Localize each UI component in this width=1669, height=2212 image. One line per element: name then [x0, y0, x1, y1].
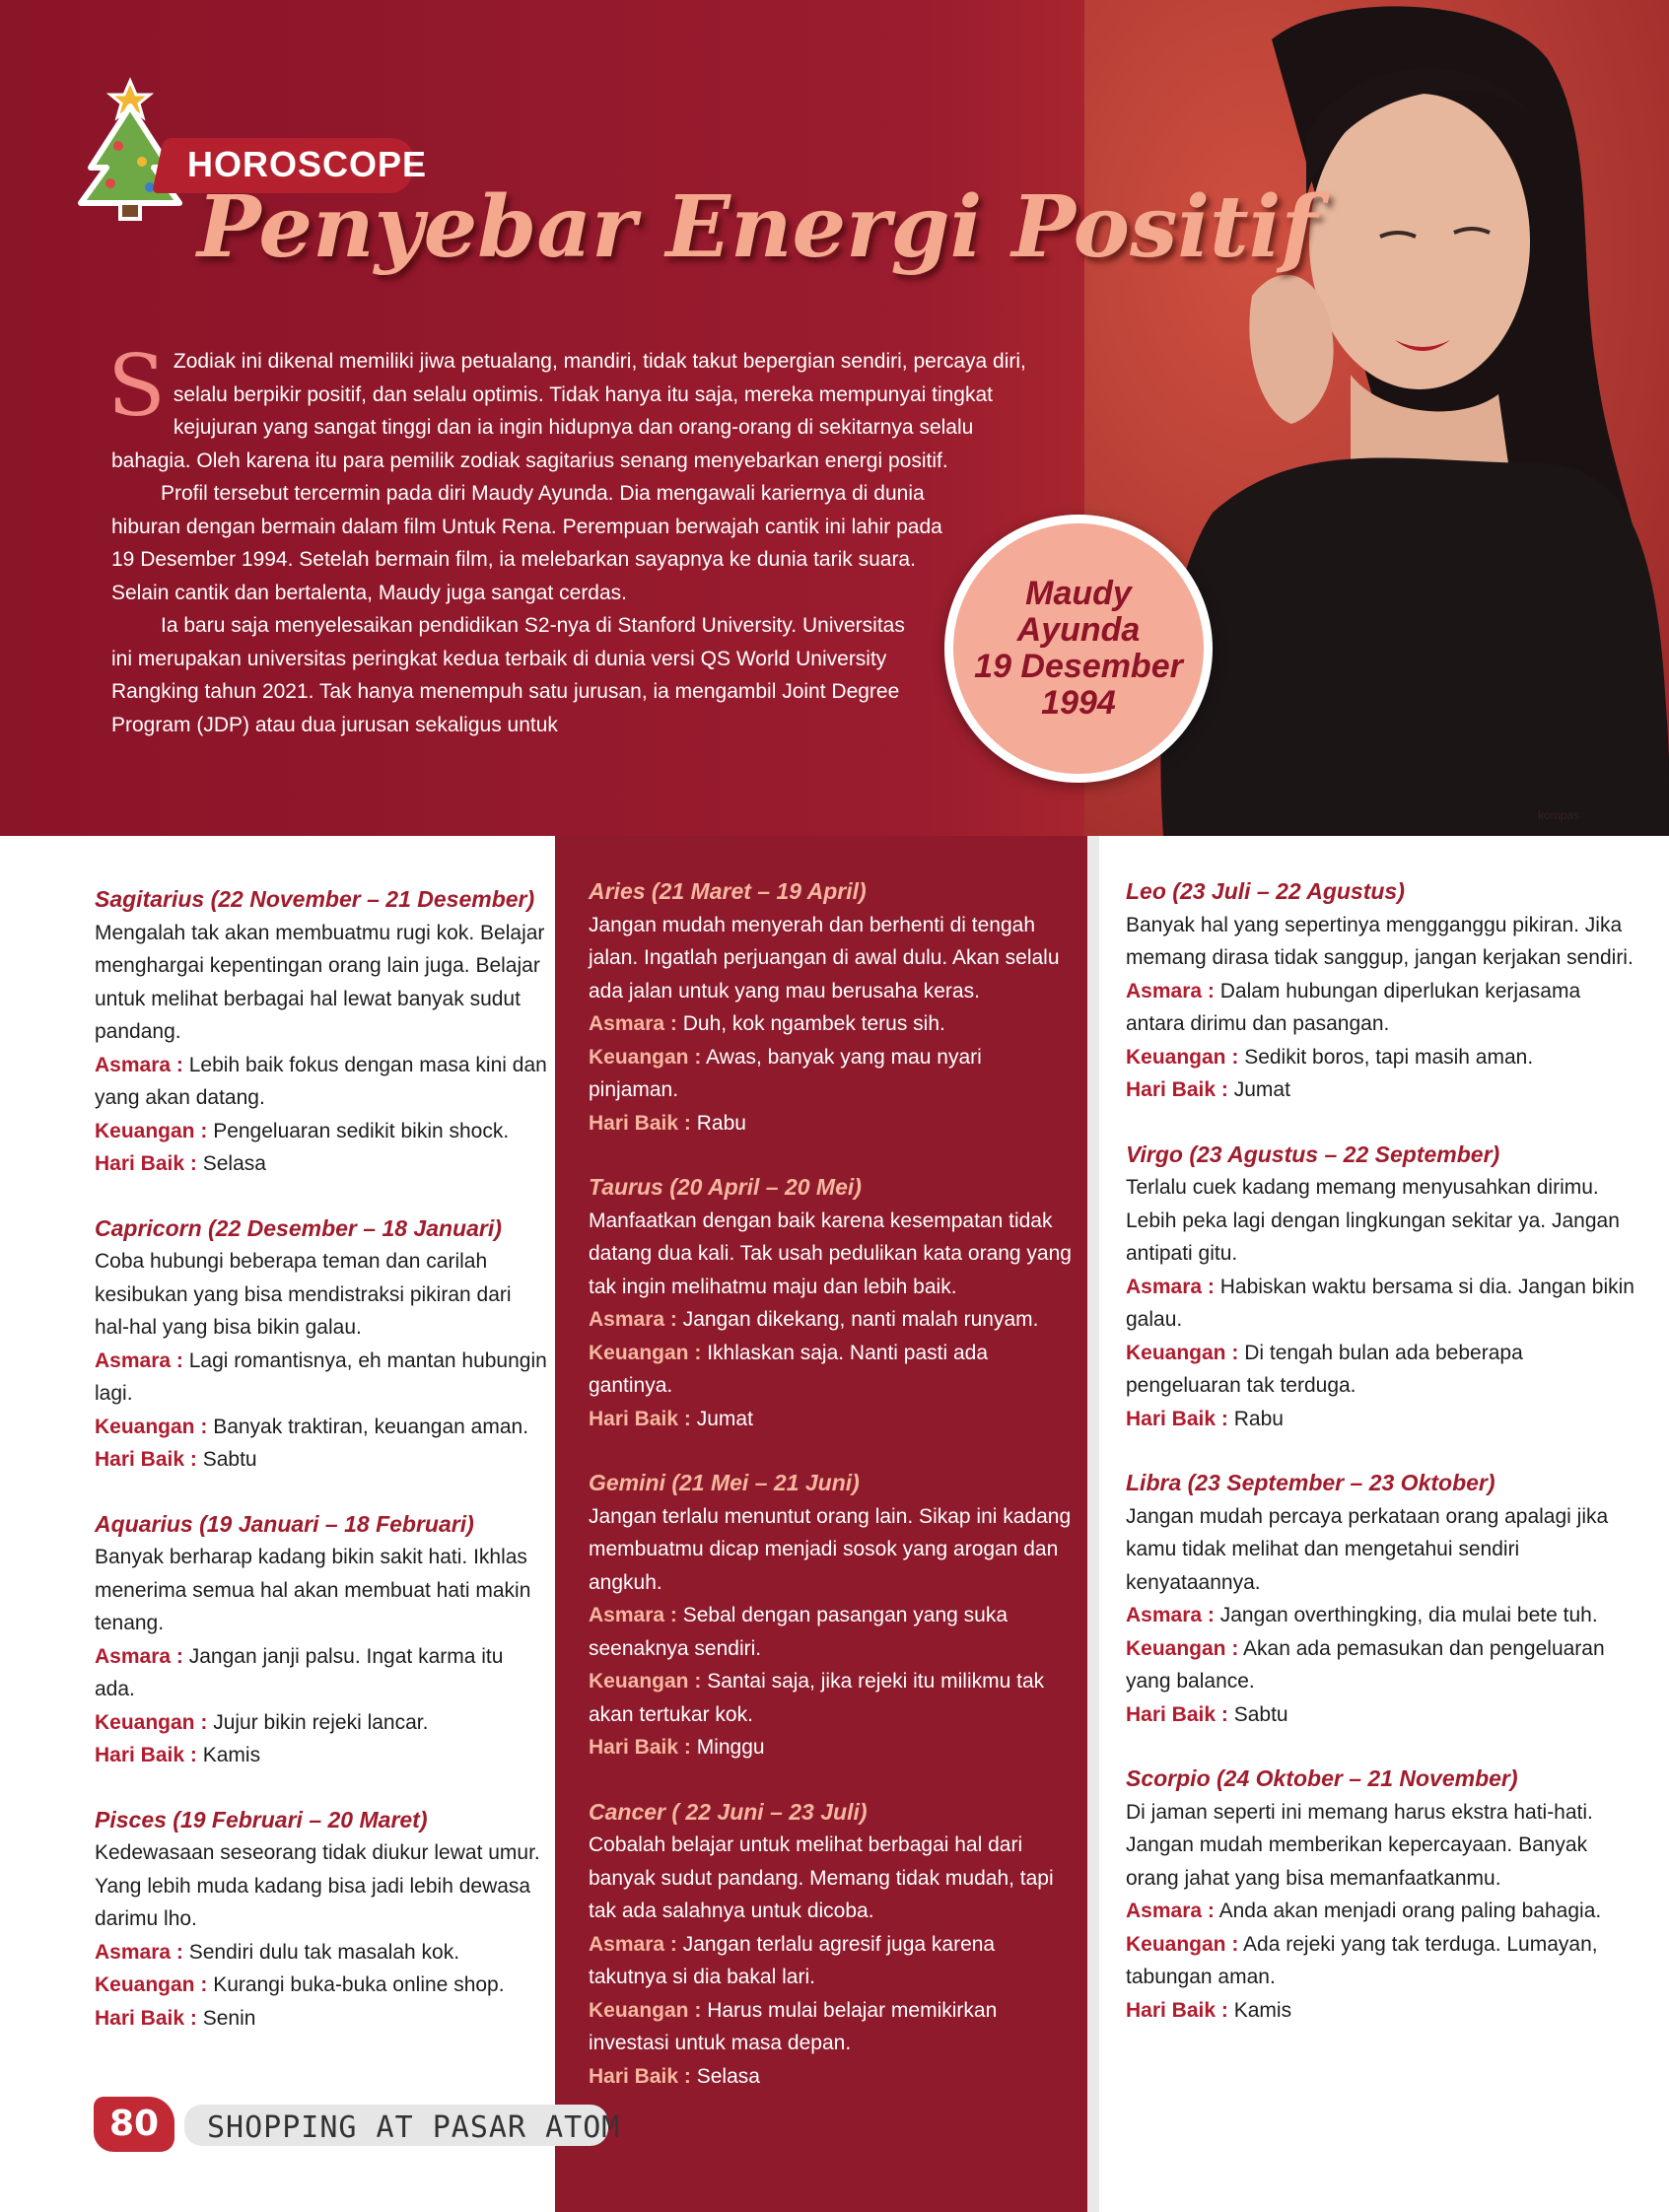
asmara-line: [1126, 1271, 1638, 1337]
asmara-label: Asmara :: [95, 1348, 183, 1372]
zodiac-title: Cancer ( 22 Juni – 23 Juli): [589, 1798, 868, 1825]
asmara-line: [589, 1928, 1072, 1994]
keuangan-text: Ada rejeki yang tak terduga. Lumayan, tabungan aman.: [1126, 1932, 1598, 1988]
keuangan-text: Sedikit boros, tapi masih aman.: [1244, 1045, 1534, 1069]
hari-baik-label: Hari Baik :: [95, 1448, 197, 1471]
asmara-text: Sendiri dulu tak masalah kok.: [188, 1940, 460, 1964]
keuangan-label: Keuangan :: [1126, 1932, 1239, 1956]
zodiac-description: Coba hubungi beberapa teman dan carilah kesibukan yang bisa mendistraksi pikiran dari hal-hal yang bisa bikin galau.: [95, 1250, 512, 1339]
horoscope-entry: [1126, 1467, 1638, 1731]
horoscope-entry: [95, 1508, 548, 1772]
badge-line-1: Maudy: [1025, 575, 1132, 612]
hari-baik-text: Selasa: [696, 2064, 760, 2088]
zodiac-description: Mengalah tak akan membuatmu rugi kok. Belajar menghargai kepentingan orang lain juga. Belajar untuk melihat berbagai hal lewat banyak sudut pandang.: [95, 921, 545, 1043]
zodiac-title: Pisces (19 Februari – 20 Maret): [95, 1806, 428, 1832]
hari-baik-line: [589, 1107, 1072, 1141]
asmara-line: [95, 1640, 548, 1706]
horoscope-entry: [95, 1212, 548, 1477]
keuangan-label: Keuangan :: [95, 1415, 208, 1438]
column-divider: [1087, 836, 1099, 2212]
badge-line-2: Ayunda: [1016, 611, 1141, 649]
asmara-line: [95, 1936, 548, 1970]
asmara-label: Asmara :: [589, 1604, 677, 1626]
hari-baik-label: Hari Baik :: [589, 1736, 691, 1759]
keuangan-line: [1126, 1041, 1638, 1074]
horoscope-entry: [1126, 1139, 1638, 1436]
zodiac-description: Banyak hal yang sepertinya mengganggu pikiran. Jika memang dirasa tidak sanggup, jangan kerjakan sendiri.: [1126, 913, 1634, 969]
asmara-text: Anda akan menjadi orang paling bahagia.: [1218, 1900, 1602, 1922]
hari-baik-line: [589, 1731, 1072, 1764]
asmara-label: Asmara :: [589, 1308, 677, 1331]
keuangan-line: [589, 1665, 1072, 1731]
horoscope-column-middle: [589, 875, 1072, 2124]
keuangan-label: Keuangan :: [589, 1045, 702, 1069]
keuangan-text: Pengeluaran sedikit bikin shock.: [213, 1119, 510, 1142]
horoscope-entry: [589, 1467, 1072, 1764]
keuangan-line: [95, 1411, 548, 1444]
zodiac-description: Jangan terlalu menuntut orang lain. Sikap ini kadang membuatmu dicap menjadi sosok yang arogan dan angkuh.: [589, 1504, 1072, 1594]
zodiac-description: Banyak berharap kadang bikin sakit hati. Ikhlas menerima semua hal akan membuat hati makin tenang.: [95, 1546, 531, 1634]
keuangan-line: [589, 1041, 1072, 1107]
intro-text: [107, 337, 1058, 741]
keuangan-text: Jujur bikin rejeki lancar.: [213, 1710, 429, 1734]
hari-baik-label: Hari Baik :: [95, 1152, 197, 1175]
asmara-text: Jangan dikekang, nanti malah runyam.: [682, 1308, 1039, 1331]
keuangan-line: [589, 1337, 1072, 1403]
asmara-text: Lebih baik fokus dengan masa kini dan yang akan datang.: [95, 1053, 547, 1109]
zodiac-title: Libra (23 September – 23 Oktober): [1126, 1470, 1495, 1495]
keuangan-label: Keuangan :: [589, 1341, 702, 1364]
page-number: 80: [94, 2097, 174, 2152]
asmara-line: [1126, 975, 1638, 1041]
zodiac-title: Sagitarius (22 November – 21 Desember): [95, 886, 535, 912]
keuangan-text: Santai saja, jika rejeki itu milikmu tak akan tertukar kok.: [589, 1670, 1045, 1726]
zodiac-description: Di jaman seperti ini memang harus ekstra hati-hati. Jangan mudah memberikan kepercayaan. Banyak orang jahat yang bisa memanfaatkanmu.: [1126, 1800, 1593, 1890]
hari-baik-text: Jumat: [1233, 1078, 1290, 1101]
asmara-label: Asmara :: [95, 1644, 183, 1668]
keuangan-line: [1126, 1337, 1638, 1403]
hari-baik-line: [589, 2060, 1072, 2094]
asmara-label: Asmara :: [1126, 1604, 1215, 1626]
asmara-label: Asmara :: [589, 1012, 677, 1035]
zodiac-description: Cobalah belajar untuk melihat berbagai hal dari banyak sudut pandang. Memang tidak mudah, tapi tak ada salahnya untuk dicoba.: [589, 1833, 1054, 1922]
hari-baik-label: Hari Baik :: [95, 1744, 197, 1766]
hari-baik-label: Hari Baik :: [589, 1407, 691, 1430]
intro-paragraph-1: Zodiak ini dikenal memiliki jiwa petualang, mandiri, tidak takut bepergian sendiri, percaya diri, selalu berpikir positif, dan selalu optimis. Tidak hanya itu saja, mereka mempunyai tingkat kejujuran yang sangat tinggi dan ia ingin hidupnya dan orang-orang di sekitarnya selalu bahagia. Oleh karena itu para pemilik zodiak sagitarius senang menyebarkan energi positif.: [111, 350, 1026, 472]
photo-credit: kompas: [1538, 808, 1580, 822]
hari-baik-label: Hari Baik :: [1126, 1998, 1228, 2022]
profile-badge: [944, 515, 1213, 783]
hari-baik-text: Rabu: [696, 1111, 746, 1135]
asmara-text: Sebal dengan pasangan yang suka seenaknya sendiri.: [589, 1604, 1008, 1660]
keuangan-label: Keuangan :: [95, 1973, 208, 1996]
zodiac-description: Manfaatkan dengan baik karena kesempatan tidak datang dua kali. Tak usah pedulikan kata orang yang tak ingin melihatmu maju dan lebih baik.: [589, 1209, 1072, 1298]
asmara-line: [95, 1049, 548, 1115]
horoscope-entry: [95, 1804, 548, 2036]
asmara-text: Dalam hubungan diperlukan kerjasama antara dirimu dan pasangan.: [1126, 979, 1581, 1035]
badge-line-3: 19 Desember: [974, 648, 1183, 685]
hari-baik-text: Sabtu: [202, 1448, 257, 1471]
keuangan-text: Banyak traktiran, keuangan aman.: [213, 1415, 529, 1438]
keuangan-line: [1126, 1928, 1638, 1994]
hari-baik-label: Hari Baik :: [589, 1111, 691, 1135]
drop-cap: S: [107, 337, 166, 436]
hari-baik-line: [1126, 1698, 1638, 1732]
keuangan-label: Keuangan :: [1126, 1341, 1239, 1364]
keuangan-label: Keuangan :: [1126, 1045, 1239, 1069]
hari-baik-text: Jumat: [696, 1407, 753, 1430]
asmara-line: [1126, 1895, 1638, 1928]
hari-baik-text: Rabu: [1233, 1407, 1284, 1430]
keuangan-label: Keuangan :: [589, 1998, 702, 2022]
zodiac-title: Capricorn (22 Desember – 18 Januari): [95, 1214, 502, 1241]
zodiac-title: Aquarius (19 Januari – 18 Februari): [95, 1510, 474, 1537]
horoscope-entry: [589, 1796, 1072, 2094]
asmara-text: Jangan janji palsu. Ingat karma itu ada.: [95, 1644, 504, 1700]
horoscope-column-right: [1126, 875, 1638, 2058]
kicker-text: HOROSCOPE: [187, 144, 428, 184]
keuangan-text: Akan ada pemasukan dan pengeluaran yang balance.: [1126, 1636, 1605, 1693]
asmara-line: [95, 1345, 548, 1411]
keuangan-line: [589, 1994, 1072, 2060]
zodiac-title: Taurus (20 April – 20 Mei): [589, 1174, 862, 1200]
asmara-label: Asmara :: [589, 1932, 677, 1956]
keuangan-line: [95, 1969, 548, 2002]
hari-baik-line: [1126, 1403, 1638, 1436]
keuangan-line: [95, 1706, 548, 1740]
keuangan-line: [95, 1115, 548, 1148]
horoscope-entry: [589, 1171, 1072, 1435]
asmara-label: Asmara :: [1126, 979, 1215, 1002]
keuangan-text: Awas, banyak yang mau nyari pinjaman.: [589, 1045, 982, 1101]
zodiac-description: Jangan mudah percaya perkataan orang apalagi jika kamu tidak melihat dan mengetahui sendiri kenyataannya.: [1126, 1504, 1609, 1594]
asmara-label: Asmara :: [95, 1940, 183, 1964]
asmara-text: Jangan overthingking, dia mulai bete tuh.: [1219, 1604, 1598, 1626]
asmara-text: Habiskan waktu bersama si dia. Jangan bikin galau.: [1126, 1275, 1634, 1331]
horoscope-entry: [589, 875, 1072, 1140]
hari-baik-label: Hari Baik :: [95, 2006, 197, 2030]
hari-baik-line: [95, 1739, 548, 1772]
hari-baik-line: [95, 1443, 548, 1477]
page-footer: [94, 2097, 626, 2152]
asmara-text: Duh, kok ngambek terus sih.: [682, 1012, 945, 1035]
hari-baik-line: [95, 2002, 548, 2036]
hari-baik-label: Hari Baik :: [1126, 1702, 1228, 1726]
zodiac-description: Kedewasaan seseorang tidak diukur lewat umur. Yang lebih muda kadang bisa jadi lebih dewasa darimu lho.: [95, 1841, 540, 1930]
zodiac-title: Virgo (23 Agustus – 22 September): [1126, 1141, 1500, 1167]
hari-baik-text: Kamis: [202, 1744, 261, 1766]
zodiac-title: Aries (21 Maret – 19 April): [589, 878, 867, 904]
horoscope-entry: [1126, 875, 1638, 1107]
hari-baik-text: Senin: [202, 2006, 256, 2030]
asmara-label: Asmara :: [95, 1053, 183, 1076]
asmara-line: [589, 1599, 1072, 1665]
keuangan-text: Ikhlaskan saja. Nanti pasti ada gantinya.: [589, 1341, 989, 1397]
hari-baik-line: [589, 1403, 1072, 1436]
horoscope-column-left: [95, 883, 548, 2066]
zodiac-title: Gemini (21 Mei – 21 Juni): [589, 1470, 860, 1495]
zodiac-title: Leo (23 Juli – 22 Agustus): [1126, 878, 1405, 904]
intro-paragraph-3: Ia baru saja menyelesaikan pendidikan S2-nya di Stanford University. Universitas ini merupakan universitas peringkat kedua terbaik di dunia versi QS World University Rangking tahun 2021. Tak hanya menempuh satu jurusan, ia mengambil Joint Degree Program (JDP) atau dua jurusan sekaligus untuk: [111, 614, 905, 736]
zodiac-title: Scorpio (24 Oktober – 21 November): [1126, 1765, 1518, 1791]
keuangan-line: [1126, 1632, 1638, 1698]
hari-baik-label: Hari Baik :: [589, 2064, 691, 2088]
horoscope-entry: [95, 883, 548, 1181]
hari-baik-line: [95, 1147, 548, 1181]
keuangan-label: Keuangan :: [95, 1710, 208, 1734]
keuangan-label: Keuangan :: [95, 1119, 208, 1142]
hari-baik-label: Hari Baik :: [1126, 1407, 1228, 1430]
asmara-line: [1126, 1599, 1638, 1632]
horoscope-entry: [1126, 1763, 1638, 2027]
intro-paragraph-2: Profil tersebut tercermin pada diri Maudy Ayunda. Dia mengawali kariernya di dunia hiburan dengan bermain dalam film Untuk Rena. Perempuan berwajah cantik ini lahir pada 19 Desember 1994. Setelah bermain film, ia melebarkan sayapnya ke dunia tarik suara. Selain cantik dan bertalenta, Maudy juga sangat cerdas.: [111, 482, 942, 604]
asmara-line: [589, 1303, 1072, 1337]
hari-baik-line: [1126, 1073, 1638, 1107]
hari-baik-text: Selasa: [202, 1152, 266, 1175]
keuangan-text: Di tengah bulan ada beberapa pengeluaran tak terduga.: [1126, 1341, 1523, 1397]
asmara-label: Asmara :: [1126, 1275, 1215, 1298]
publication-name: SHOPPING AT PASAR ATOM: [207, 2110, 621, 2145]
asmara-line: [589, 1007, 1072, 1041]
asmara-label: Asmara :: [1126, 1900, 1215, 1922]
zodiac-description: Terlalu cuek kadang memang menyusahkan dirimu. Lebih peka lagi dengan lingkungan sekitar ya. Jangan antipati gitu.: [1126, 1176, 1620, 1265]
keuangan-label: Keuangan :: [589, 1670, 702, 1693]
keuangan-label: Keuangan :: [1126, 1636, 1239, 1660]
keuangan-text: Kurangi buka-buka online shop.: [213, 1973, 505, 1996]
keuangan-text: Harus mulai belajar memikirkan investasi untuk masa depan.: [589, 1998, 998, 2054]
badge-line-4: 1994: [1041, 684, 1116, 722]
zodiac-description: Jangan mudah menyerah dan berhenti di tengah jalan. Ingatlah perjuangan di awal dulu. Akan selalu ada jalan untuk yang mau berusaha keras.: [589, 913, 1060, 1002]
hari-baik-label: Hari Baik :: [1126, 1078, 1228, 1101]
asmara-text: Jangan terlalu agresif juga karena takutnya si dia bakal lari.: [589, 1932, 996, 1988]
hari-baik-text: Kamis: [1233, 1998, 1292, 2022]
article-headline: Penyebar Energi Positif: [197, 177, 1318, 277]
hari-baik-text: Sabtu: [1233, 1702, 1288, 1726]
asmara-text: Lagi romantisnya, eh mantan hubungin lagi.: [95, 1348, 547, 1405]
hari-baik-text: Minggu: [696, 1736, 765, 1759]
hari-baik-line: [1126, 1994, 1638, 2028]
